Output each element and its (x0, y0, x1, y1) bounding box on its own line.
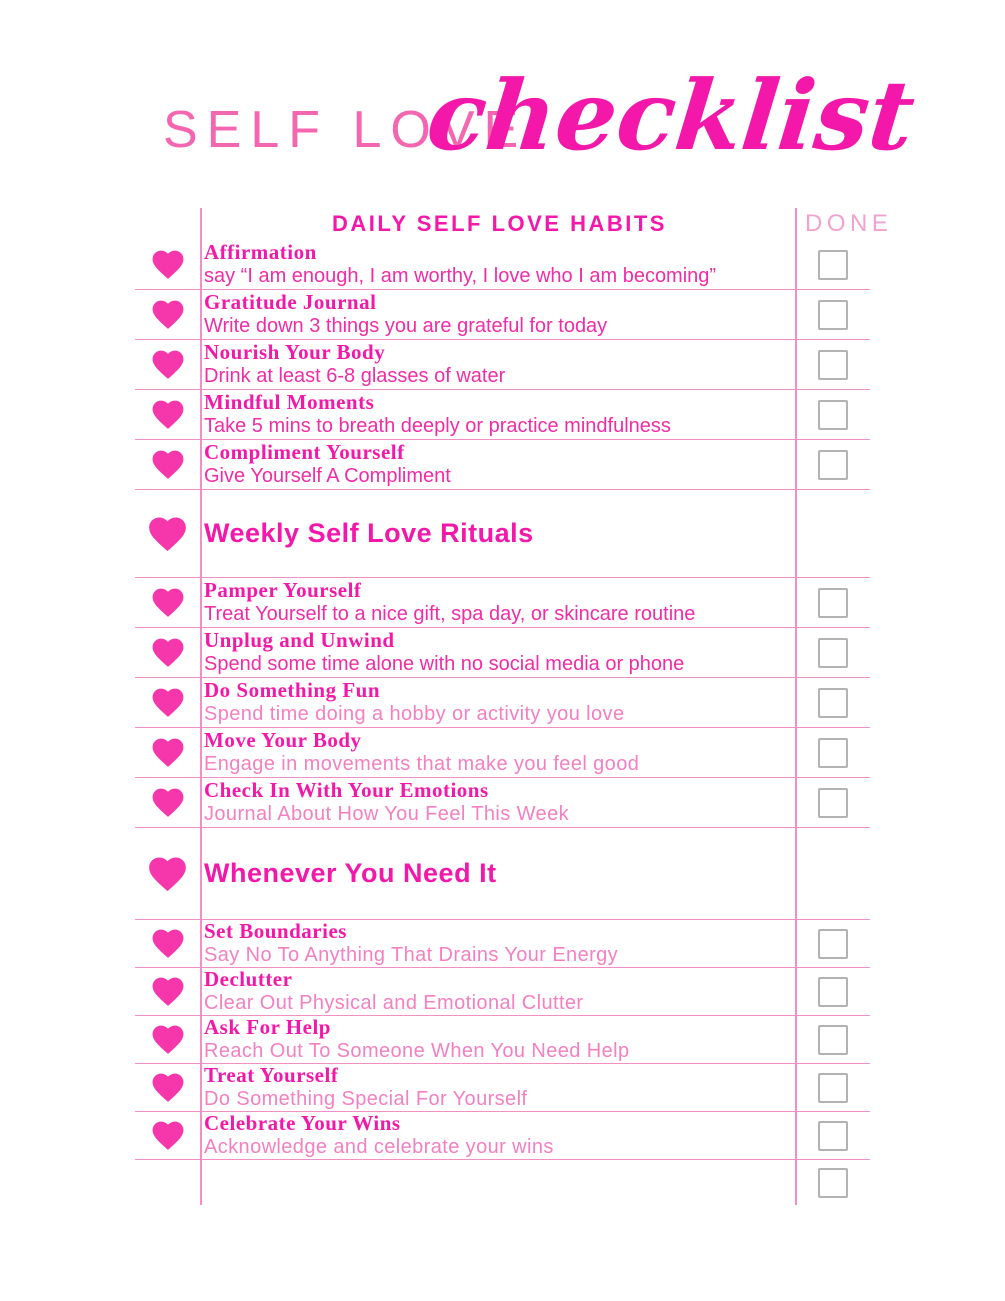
done-checkbox[interactable] (818, 588, 848, 618)
item-title: Gratitude Journal (204, 290, 377, 315)
checklist-row-treat-yourself (135, 1064, 870, 1112)
checklist-row-unplug-and-unwind (135, 628, 870, 678)
heart-icon (148, 1021, 188, 1058)
done-checkbox[interactable] (818, 300, 848, 330)
heart-icon (148, 1069, 188, 1106)
heart-icon (144, 512, 191, 556)
heart-icon (148, 584, 188, 621)
item-description: Do Something Special For Yourself (204, 1087, 528, 1110)
section-title: Whenever You Need It (204, 858, 497, 888)
checklist-row-pamper-yourself (135, 578, 870, 628)
checklist-row-celebrate-your-wins (135, 1112, 870, 1160)
item-description: Spend some time alone with no social media or phone (204, 652, 685, 675)
done-checkbox[interactable] (818, 350, 848, 380)
done-checkbox[interactable] (818, 250, 848, 280)
item-description: Clear Out Physical and Emotional Clutter (204, 991, 584, 1014)
item-description: Acknowledge and celebrate your wins (204, 1135, 554, 1158)
checklist-table (135, 208, 893, 1205)
checklist-row-declutter (135, 968, 870, 1016)
item-description: Drink at least 6-8 glasses of water (204, 364, 506, 387)
item-title: Ask For Help (204, 1015, 331, 1040)
heart-icon (148, 246, 188, 283)
item-title: Nourish Your Body (204, 340, 386, 365)
item-description: Journal About How You Feel This Week (204, 802, 569, 825)
checklist-row-do-something-fun (135, 678, 870, 728)
item-title: Pamper Yourself (204, 578, 362, 603)
done-checkbox[interactable] (818, 688, 848, 718)
section-title: Weekly Self Love Rituals (204, 518, 534, 548)
heart-icon (148, 784, 188, 821)
done-checkbox[interactable] (818, 1168, 848, 1198)
item-title: Treat Yourself (204, 1063, 339, 1088)
item-title: Set Boundaries (204, 919, 347, 944)
page-title-script: checklist (422, 59, 920, 172)
heart-icon (144, 852, 191, 896)
done-checkbox[interactable] (818, 1025, 848, 1055)
item-description: Take 5 mins to breath deeply or practice mindfulness (204, 414, 671, 437)
item-description: Spend time doing a hobby or activity you love (204, 702, 625, 725)
item-description: Say No To Anything That Drains Your Energy (204, 943, 619, 966)
checklist-row-affirmation (135, 240, 870, 290)
done-checkbox[interactable] (818, 1073, 848, 1103)
heart-icon (148, 346, 188, 383)
item-description: Give Yourself A Compliment (204, 464, 451, 487)
heart-icon (148, 925, 188, 962)
heart-icon (148, 973, 188, 1010)
item-title: Compliment Yourself (204, 440, 405, 465)
item-description: Reach Out To Someone When You Need Help (204, 1039, 630, 1062)
section-weekly-self-love-rituals (135, 490, 870, 578)
item-title: Mindful Moments (204, 390, 375, 415)
heart-icon (148, 634, 188, 671)
heart-icon (148, 734, 188, 771)
heart-icon (148, 684, 188, 721)
item-title: Move Your Body (204, 728, 362, 753)
done-checkbox[interactable] (818, 400, 848, 430)
heart-icon (148, 1117, 188, 1154)
checklist-row-empty (135, 1160, 870, 1205)
done-checkbox[interactable] (818, 638, 848, 668)
done-checkbox[interactable] (818, 738, 848, 768)
item-description: Engage in movements that make you feel good (204, 752, 640, 775)
item-title: Check In With Your Emotions (204, 778, 489, 803)
done-column-header: DONE (805, 210, 893, 237)
checklist-row-nourish-your-body (135, 340, 870, 390)
table-header-row (135, 208, 893, 240)
done-checkbox[interactable] (818, 1121, 848, 1151)
done-checkbox[interactable] (818, 788, 848, 818)
item-description: Treat Yourself to a nice gift, spa day, or skincare routine (204, 602, 696, 625)
done-checkbox[interactable] (818, 450, 848, 480)
item-title: Affirmation (204, 240, 317, 265)
item-description: say “I am enough, I am worthy, I love who I am becoming” (204, 264, 717, 287)
section-whenever-you-need-it (135, 828, 870, 920)
heart-icon (148, 396, 188, 433)
page-title: SELF LOVE (163, 101, 528, 159)
item-title: Unplug and Unwind (204, 628, 395, 653)
item-title: Declutter (204, 967, 293, 992)
checklist-row-ask-for-help (135, 1016, 870, 1064)
heart-icon (148, 446, 188, 483)
done-checkbox[interactable] (818, 977, 848, 1007)
heart-icon (148, 296, 188, 333)
checklist-row-check-in-with-your-emotions (135, 778, 870, 828)
item-description: Write down 3 things you are grateful for today (204, 314, 608, 337)
item-title: Celebrate Your Wins (204, 1111, 401, 1136)
checklist-row-set-boundaries (135, 920, 870, 968)
checklist-row-move-your-body (135, 728, 870, 778)
checklist-row-gratitude-journal (135, 290, 870, 340)
done-checkbox[interactable] (818, 929, 848, 959)
page-header (0, 0, 1005, 200)
checklist-row-compliment-yourself (135, 440, 870, 490)
checklist-row-mindful-moments (135, 390, 870, 440)
item-title: Do Something Fun (204, 678, 381, 703)
daily-habits-header: DAILY SELF LOVE HABITS (332, 211, 667, 236)
